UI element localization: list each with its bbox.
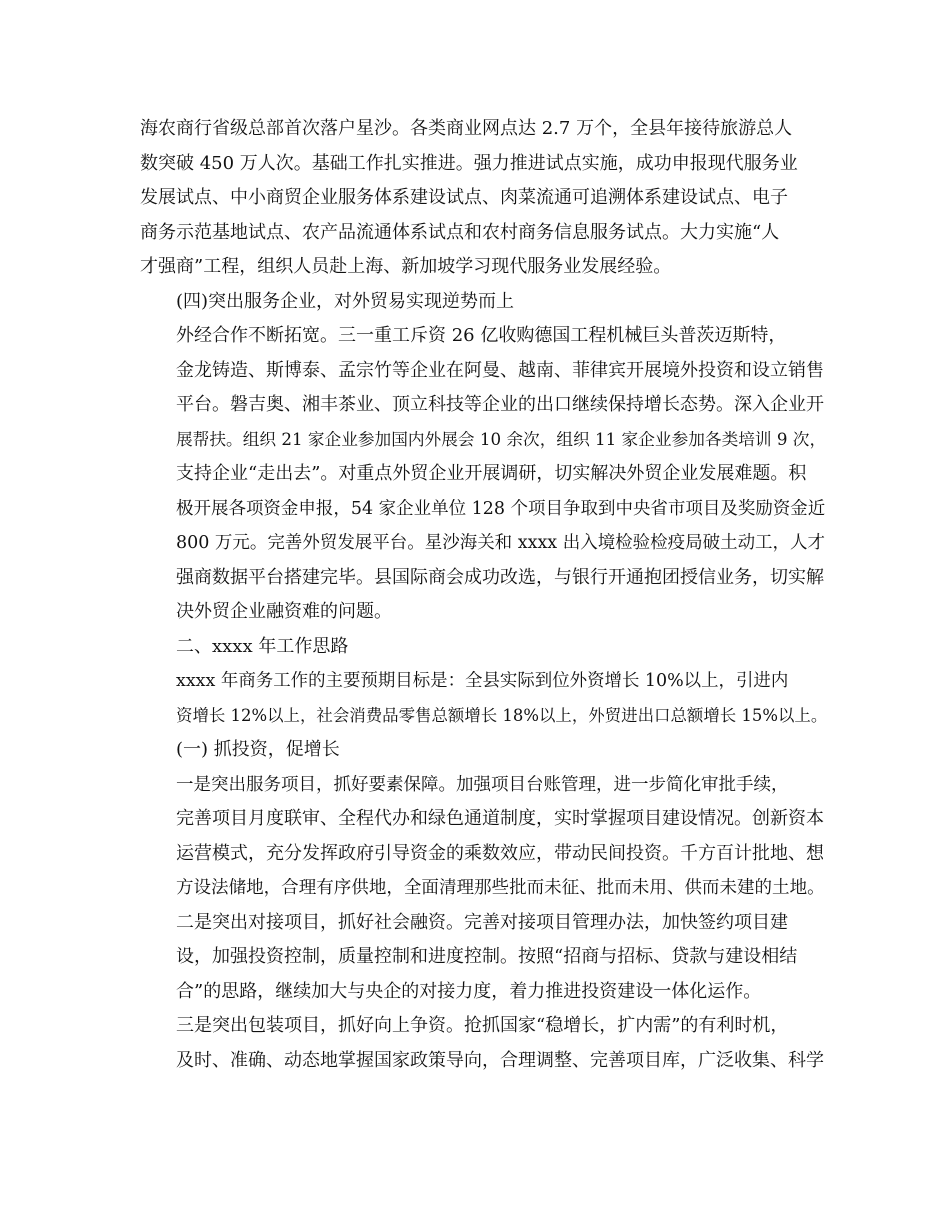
paragraph-line: 才强商”工程，组织人员赴上海、新加坡学习现代服务业发展经验。 [140, 256, 672, 277]
paragraph-line: (一) 抓投资，促增长 [176, 739, 340, 760]
paragraph-line: 三是突出包装项目，抓好向上争资。抢抓国家“稳增长，扩内需”的有利时机， [176, 1015, 789, 1036]
body-paragraph [140, 630, 824, 665]
paragraph-line: 商务示范基地试点、农产品流通体系试点和农村商务信息服务试点。大力实施“人 [140, 221, 780, 243]
paragraph-line: xxxx 年商务工作的主要预期目标是：全县实际到位外资增长 10%以上，引进内 [176, 671, 789, 691]
paragraph-line: 二、xxxx 年工作思路 [176, 635, 349, 657]
paragraph-line: 平台。磐吉奥、湘丰茶业、顶立科技等企业的出口继续保持增长态势。深入企业开 [176, 394, 824, 415]
paragraph-line: 外经合作不断拓宽。三一重工斥资 26 亿收购德国工程机械巨头普茨迈斯特， [176, 325, 787, 346]
paragraph-line: 完善项目月度联审、全程代办和绿色通道制度，实时掌握项目建设情况。创新资本 [176, 808, 824, 829]
paragraph-line: 运营模式，充分发挥政府引导资金的乘数效应，带动民间投资。千方百计批地、想 [176, 842, 824, 864]
paragraph-line: 金龙铸造、斯博泰、孟宗竹等企业在阿曼、越南、菲律宾开展境外投资和设立销售 [176, 359, 824, 381]
paragraph-line: 数突破 450 万人次。基础工作扎实推进。强力推进试点实施，成功申报现代服务业 [140, 152, 798, 174]
paragraph-line: 一是突出服务项目，抓好要素保障。加强项目台账管理，进一步简化审批手续， [176, 774, 789, 795]
body-paragraph [140, 319, 827, 630]
document-page [140, 112, 828, 1078]
paragraph-line: 决外贸企业融资难的问题。 [176, 601, 392, 622]
paragraph-line: 及时、准确、动态地掌握国家政策导向，合理调整、完善项目库，广泛收集、科学 [176, 1049, 824, 1071]
paragraph-line: 设，加强投资控制，质量控制和进度控制。按照“招商与招标、贷款与建设相结 [176, 946, 798, 967]
body-paragraph [140, 112, 824, 285]
paragraph-line: 支持企业“走出去”。对重点外贸企业开展调研，切实解决外贸企业发展难题。积 [176, 463, 807, 484]
body-paragraph [140, 733, 824, 768]
paragraph-line: 极开展各项资金申报，54 家企业单位 128 个项目争取到中央省市项目及奖励资金近 [176, 498, 826, 519]
paragraph-line: 发展试点、中小商贸企业服务体系建设试点、肉菜流通可追溯体系建设试点、电子 [140, 187, 788, 208]
paragraph-line: 800 万元。完善外贸发展平台。星沙海关和 xxxx 出入境检验检疫局破土动工，人才 [176, 533, 825, 553]
paragraph-line: 方设法储地，合理有序供地，全面清理那些批而未征、批而未用、供而未建的土地。 [176, 878, 825, 898]
body-paragraph [140, 906, 824, 1010]
paragraph-line: (四)突出服务企业，对外贸易实现逆势而上 [176, 290, 515, 312]
body-paragraph [140, 664, 828, 733]
paragraph-line: 二是突出对接项目，抓好社会融资。完善对接项目管理办法，加快签约项目建 [176, 911, 788, 933]
paragraph-line: 强商数据平台搭建完毕。县国际商会成功改选，与银行开通抱团授信业务，切实解 [176, 566, 824, 588]
paragraph-line: 海农商行省级总部首次落户星沙。各类商业网点达 2.7 万个，全县年接待旅游总人 [140, 118, 793, 139]
body-paragraph [140, 1009, 824, 1078]
body-paragraph [140, 285, 824, 320]
paragraph-line: 合”的思路，继续加大与央企的对接力度，着力推进投资建设一体化运作。 [176, 980, 762, 1002]
paragraph-line: 展帮扶。组织 21 家企业参加国内外展会 10 余次，组织 11 家企业参加各类培训 9 次， [176, 429, 827, 449]
body-paragraph [140, 768, 824, 906]
paragraph-line: 资增长 12%以上，社会消费品零售总额增长 18%以上，外贸进出口总额增长 15%以上。 [176, 705, 828, 725]
